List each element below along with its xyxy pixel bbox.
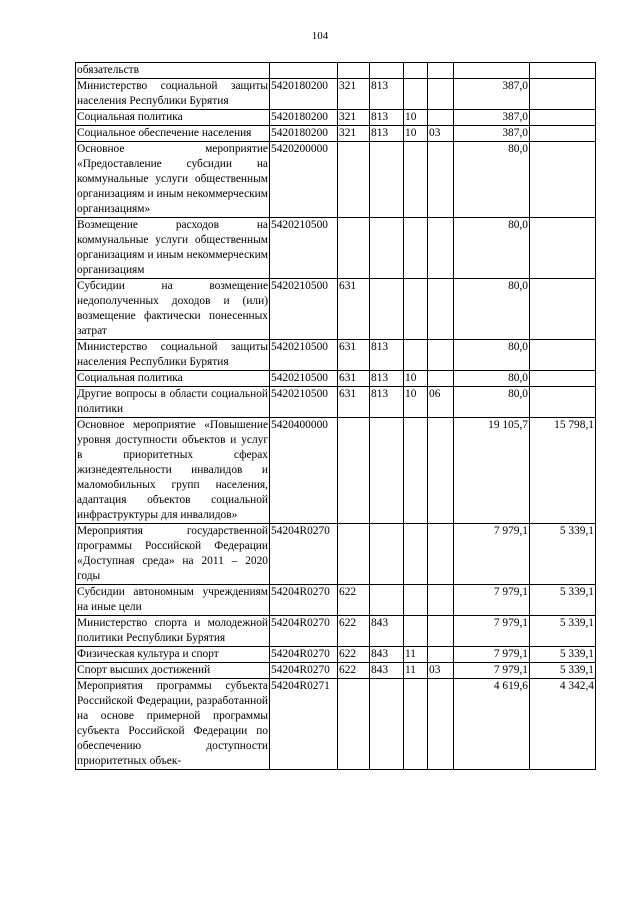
- subsection-cell: [428, 63, 454, 79]
- sum-1-cell: 80,0: [454, 279, 530, 340]
- table-row: [76, 371, 596, 387]
- row-name-cell: Другие вопросы в области социальной политики: [76, 387, 270, 418]
- target-code-cell: 5420180200: [270, 126, 338, 142]
- expense-type-cell: 321: [338, 126, 370, 142]
- sum-2-cell: [530, 371, 596, 387]
- subsection-cell: [428, 110, 454, 126]
- table-row: [76, 79, 596, 110]
- expense-type-cell: [338, 524, 370, 585]
- target-code-cell: [270, 63, 338, 79]
- target-code-cell: 5420210500: [270, 387, 338, 418]
- section-cell: [404, 418, 428, 524]
- sum-2-cell: [530, 79, 596, 110]
- ministry-code-cell: 813: [370, 126, 404, 142]
- expense-type-cell: 321: [338, 110, 370, 126]
- target-code-cell: 5420400000: [270, 418, 338, 524]
- table-row: [76, 647, 596, 663]
- sum-1-cell: 387,0: [454, 126, 530, 142]
- ministry-code-cell: 813: [370, 371, 404, 387]
- row-name-cell: Спорт высших достижений: [76, 663, 270, 679]
- expense-type-cell: 631: [338, 279, 370, 340]
- sum-2-cell: [530, 142, 596, 218]
- subsection-cell: [428, 524, 454, 585]
- table-row: [76, 663, 596, 679]
- target-code-cell: 5420210500: [270, 371, 338, 387]
- sum-2-cell: 5 339,1: [530, 647, 596, 663]
- target-code-cell: 54204R0270: [270, 663, 338, 679]
- sum-1-cell: 80,0: [454, 218, 530, 279]
- table-row: [76, 524, 596, 585]
- ministry-code-cell: 813: [370, 110, 404, 126]
- ministry-code-cell: [370, 679, 404, 770]
- sum-1-cell: 19 105,7: [454, 418, 530, 524]
- section-cell: 11: [404, 647, 428, 663]
- budget-table: [75, 62, 596, 770]
- sum-1-cell: 387,0: [454, 79, 530, 110]
- section-cell: [404, 616, 428, 647]
- row-name-cell: Основное мероприятие «Предоставление субсидии на коммунальные услуги общественным организациям и иным некоммерческим организациям»: [76, 142, 270, 218]
- ministry-code-cell: [370, 63, 404, 79]
- sum-2-cell: [530, 63, 596, 79]
- table-row: [76, 110, 596, 126]
- section-cell: 10: [404, 110, 428, 126]
- section-cell: [404, 585, 428, 616]
- section-cell: [404, 279, 428, 340]
- subsection-cell: [428, 418, 454, 524]
- sum-2-cell: 15 798,1: [530, 418, 596, 524]
- row-name-cell: Социальная политика: [76, 110, 270, 126]
- target-code-cell: 5420210500: [270, 340, 338, 371]
- ministry-code-cell: [370, 142, 404, 218]
- subsection-cell: [428, 585, 454, 616]
- row-name-cell: Мероприятия государственной программы Российской Федерации «Доступная среда» на 2011 – 2020 годы: [76, 524, 270, 585]
- row-name-cell: Субсидии на возмещение недополученных доходов и (или) возмещение фактически понесенных затрат: [76, 279, 270, 340]
- target-code-cell: 5420210500: [270, 218, 338, 279]
- expense-type-cell: 321: [338, 79, 370, 110]
- target-code-cell: 5420200000: [270, 142, 338, 218]
- ministry-code-cell: 813: [370, 387, 404, 418]
- page-number: 104: [311, 30, 329, 42]
- section-cell: [404, 340, 428, 371]
- subsection-cell: [428, 79, 454, 110]
- table-row: [76, 126, 596, 142]
- subsection-cell: [428, 218, 454, 279]
- table-row: [76, 585, 596, 616]
- target-code-cell: 54204R0270: [270, 524, 338, 585]
- target-code-cell: 54204R0270: [270, 616, 338, 647]
- sum-1-cell: 4 619,6: [454, 679, 530, 770]
- ministry-code-cell: 843: [370, 616, 404, 647]
- sum-1-cell: 80,0: [454, 142, 530, 218]
- section-cell: [404, 63, 428, 79]
- subsection-cell: [428, 142, 454, 218]
- target-code-cell: 54204R0271: [270, 679, 338, 770]
- target-code-cell: 54204R0270: [270, 647, 338, 663]
- sum-1-cell: 7 979,1: [454, 524, 530, 585]
- expense-type-cell: 631: [338, 371, 370, 387]
- table-row: [76, 218, 596, 279]
- sum-2-cell: [530, 387, 596, 418]
- section-cell: 11: [404, 663, 428, 679]
- section-cell: [404, 79, 428, 110]
- ministry-code-cell: 813: [370, 79, 404, 110]
- sum-1-cell: 7 979,1: [454, 616, 530, 647]
- subsection-cell: 03: [428, 663, 454, 679]
- expense-type-cell: [338, 679, 370, 770]
- subsection-cell: [428, 616, 454, 647]
- table-row: [76, 142, 596, 218]
- expense-type-cell: 622: [338, 585, 370, 616]
- expense-type-cell: 622: [338, 663, 370, 679]
- section-cell: [404, 218, 428, 279]
- target-code-cell: 5420210500: [270, 279, 338, 340]
- row-name-cell: Социальное обеспечение населения: [76, 126, 270, 142]
- sum-1-cell: 80,0: [454, 371, 530, 387]
- section-cell: [404, 142, 428, 218]
- expense-type-cell: 622: [338, 647, 370, 663]
- section-cell: 10: [404, 387, 428, 418]
- expense-type-cell: [338, 218, 370, 279]
- table-row: [76, 63, 596, 79]
- row-name-cell: Министерство спорта и молодежной политики Республики Бурятия: [76, 616, 270, 647]
- ministry-code-cell: [370, 524, 404, 585]
- table-row: [76, 679, 596, 770]
- subsection-cell: [428, 679, 454, 770]
- row-name-cell: Министерство социальной защиты населения Республики Бурятия: [76, 79, 270, 110]
- ministry-code-cell: [370, 218, 404, 279]
- subsection-cell: 03: [428, 126, 454, 142]
- subsection-cell: [428, 647, 454, 663]
- sum-2-cell: [530, 218, 596, 279]
- sum-1-cell: 80,0: [454, 387, 530, 418]
- table-row: [76, 387, 596, 418]
- expense-type-cell: 622: [338, 616, 370, 647]
- row-name-cell: Мероприятия программы субъекта Российской Федерации, разработанной на основе примерной программы субъекта Российской Федерации по обеспечению доступности приоритетных объек-: [76, 679, 270, 770]
- row-name-cell: Основное мероприятие «Повышение уровня доступности объектов и услуг в приоритетных сферах жизнедеятельности инвалидов и маломобильных групп населения, адаптация объектов социальной инфраструктуры для инвалидов»: [76, 418, 270, 524]
- section-cell: [404, 524, 428, 585]
- row-name-cell: обязательств: [76, 63, 270, 79]
- target-code-cell: 54204R0270: [270, 585, 338, 616]
- sum-2-cell: [530, 110, 596, 126]
- sum-1-cell: 80,0: [454, 340, 530, 371]
- table-row: [76, 616, 596, 647]
- ministry-code-cell: 843: [370, 663, 404, 679]
- sum-2-cell: [530, 126, 596, 142]
- section-cell: 10: [404, 371, 428, 387]
- sum-2-cell: 5 339,1: [530, 524, 596, 585]
- sum-2-cell: 4 342,4: [530, 679, 596, 770]
- sum-2-cell: [530, 340, 596, 371]
- row-name-cell: Физическая культура и спорт: [76, 647, 270, 663]
- ministry-code-cell: [370, 418, 404, 524]
- row-name-cell: Возмещение расходов на коммунальные услуги общественным организациям и иным некоммерческим организациям: [76, 218, 270, 279]
- target-code-cell: 5420180200: [270, 110, 338, 126]
- row-name-cell: Субсидии автономным учреждениям на иные цели: [76, 585, 270, 616]
- subsection-cell: [428, 279, 454, 340]
- expense-type-cell: 631: [338, 340, 370, 371]
- expense-type-cell: [338, 142, 370, 218]
- expense-type-cell: 631: [338, 387, 370, 418]
- expense-type-cell: [338, 418, 370, 524]
- sum-2-cell: [530, 279, 596, 340]
- table-row: [76, 418, 596, 524]
- expense-type-cell: [338, 63, 370, 79]
- section-cell: [404, 679, 428, 770]
- ministry-code-cell: [370, 279, 404, 340]
- sum-1-cell: 7 979,1: [454, 647, 530, 663]
- subsection-cell: 06: [428, 387, 454, 418]
- sum-2-cell: 5 339,1: [530, 616, 596, 647]
- sum-1-cell: 7 979,1: [454, 585, 530, 616]
- row-name-cell: Социальная политика: [76, 371, 270, 387]
- table-row: [76, 279, 596, 340]
- sum-1-cell: 7 979,1: [454, 663, 530, 679]
- ministry-code-cell: 813: [370, 340, 404, 371]
- sum-2-cell: 5 339,1: [530, 663, 596, 679]
- sum-1-cell: [454, 63, 530, 79]
- row-name-cell: Министерство социальной защиты населения Республики Бурятия: [76, 340, 270, 371]
- target-code-cell: 5420180200: [270, 79, 338, 110]
- ministry-code-cell: 843: [370, 647, 404, 663]
- subsection-cell: [428, 371, 454, 387]
- section-cell: 10: [404, 126, 428, 142]
- sum-2-cell: 5 339,1: [530, 585, 596, 616]
- subsection-cell: [428, 340, 454, 371]
- ministry-code-cell: [370, 585, 404, 616]
- sum-1-cell: 387,0: [454, 110, 530, 126]
- table-row: [76, 340, 596, 371]
